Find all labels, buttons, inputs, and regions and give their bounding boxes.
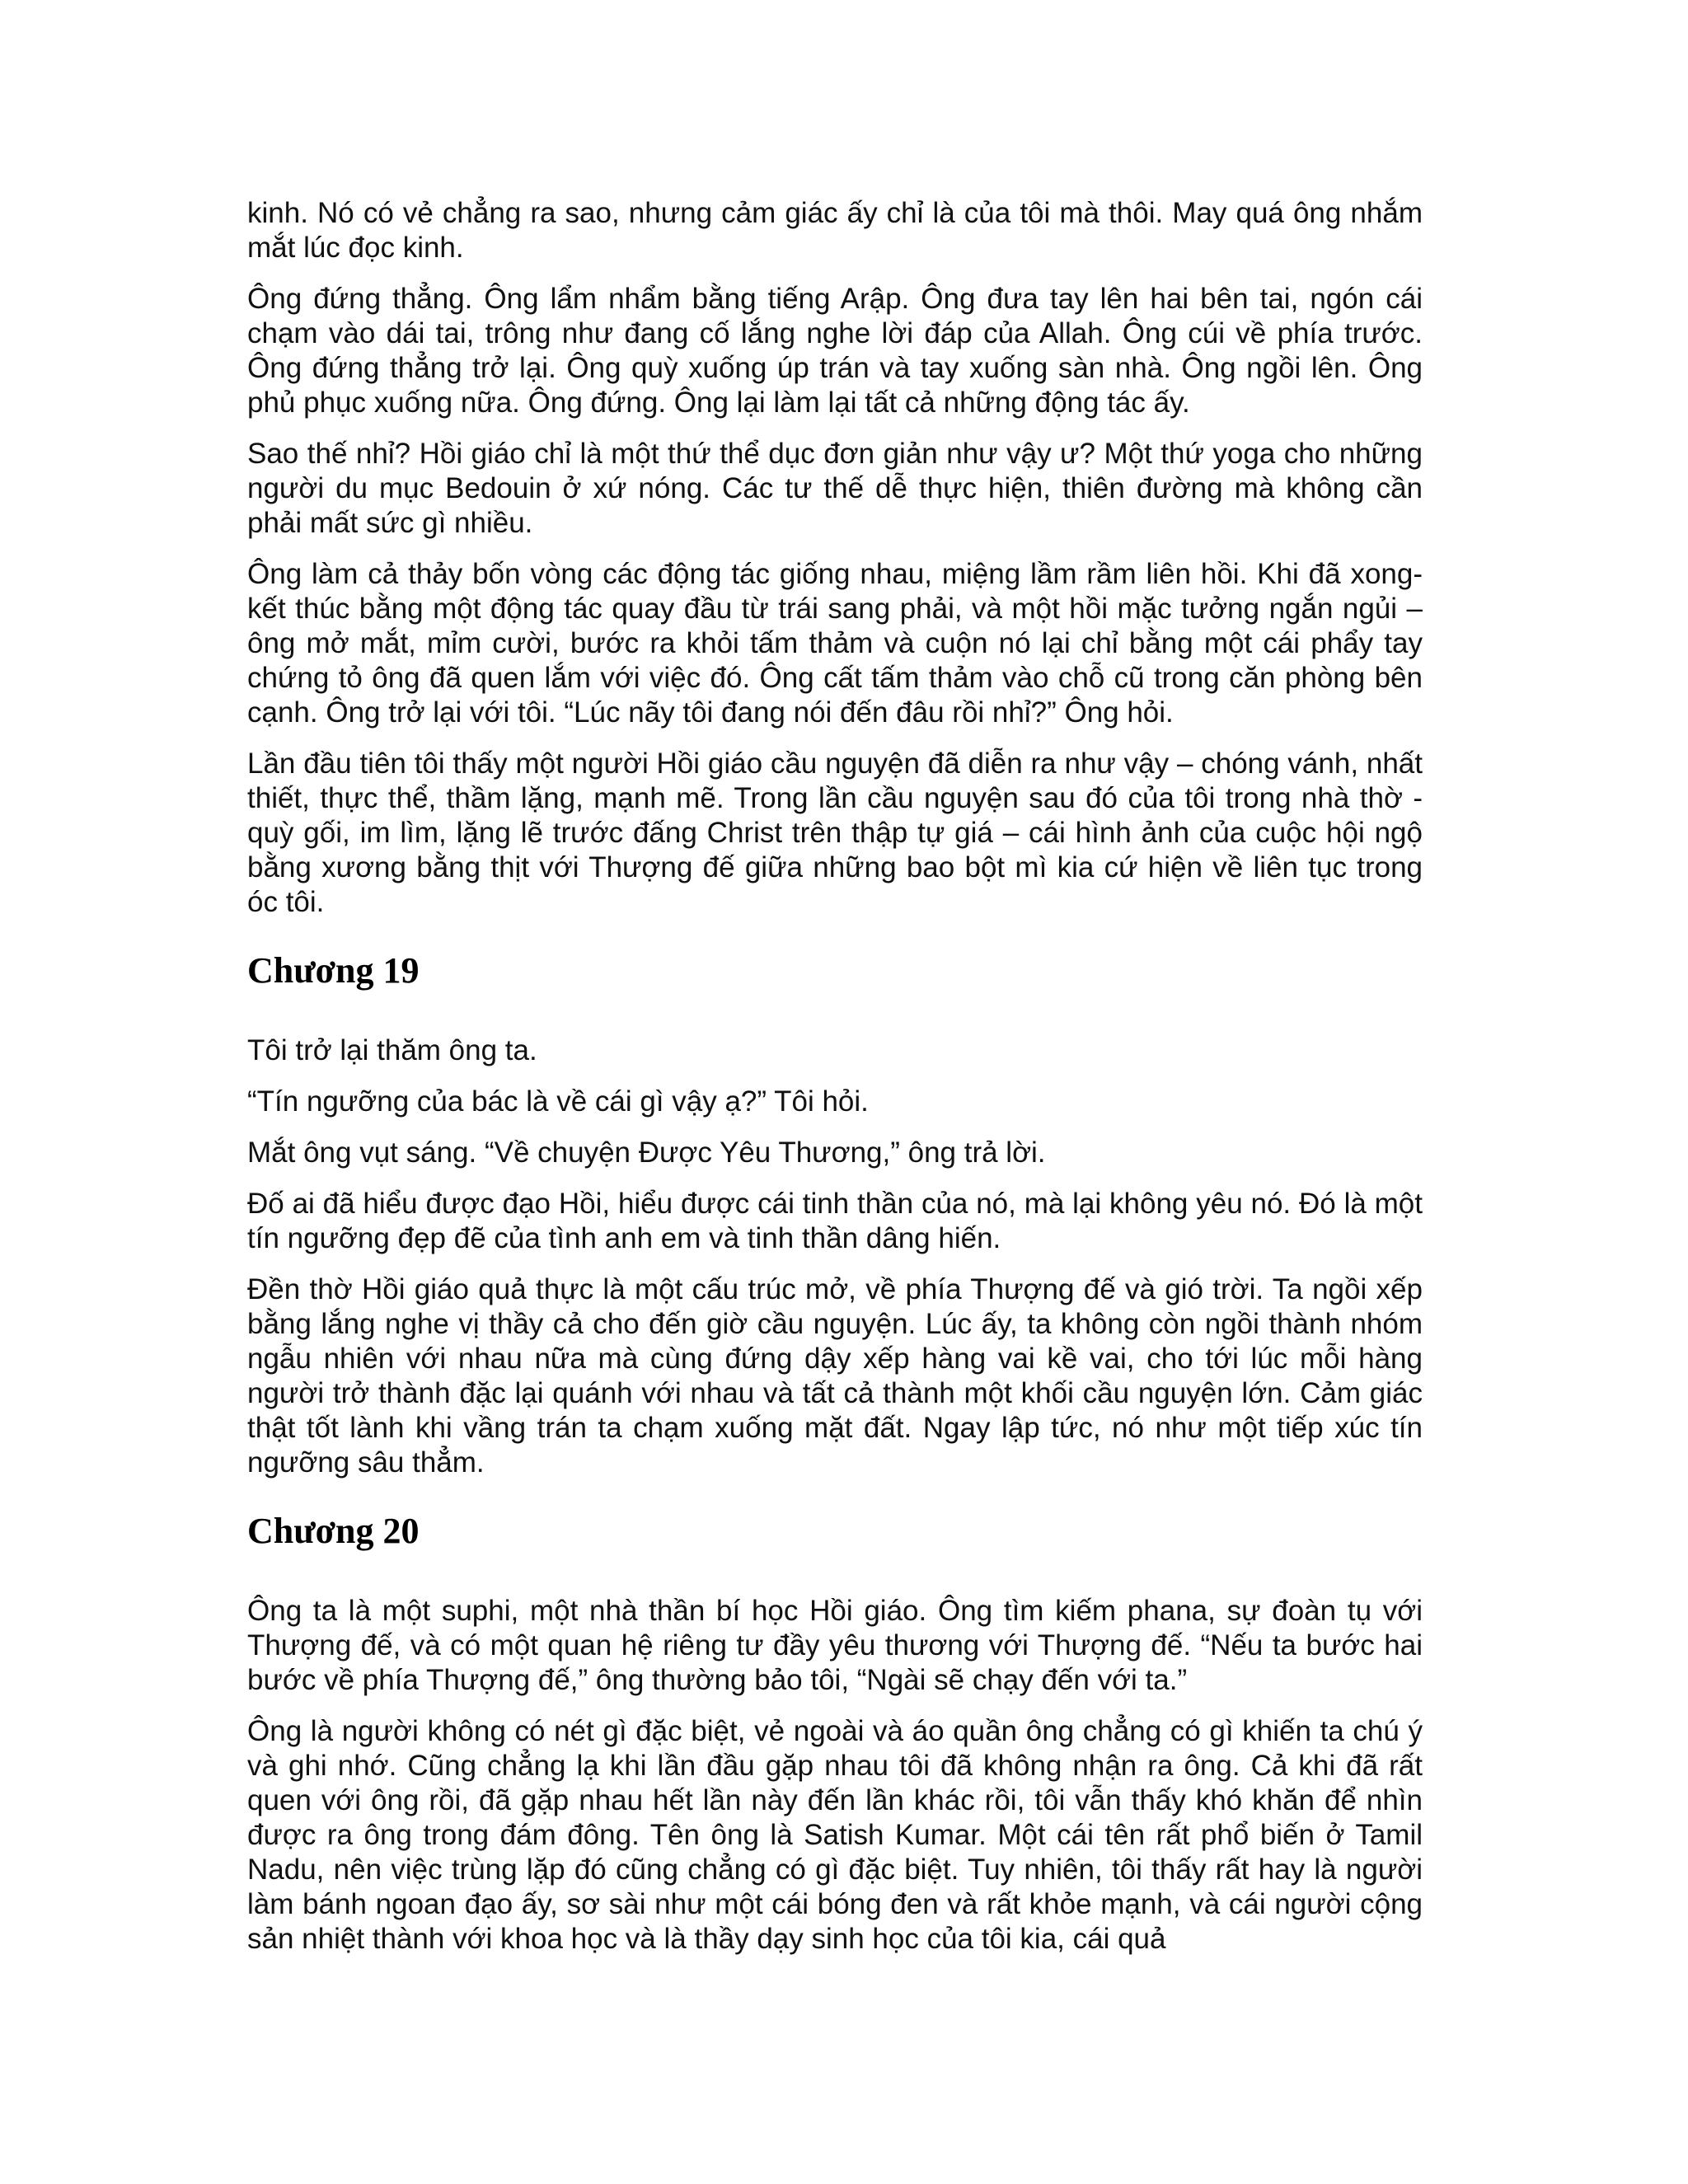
paragraph: Ông làm cả thảy bốn vòng các động tác giống nhau, miệng lầm rầm liên hồi. Khi đã xong- kết thúc bằng một động tác quay đầu từ trái sang phải, và một hồi mặc tưởng ngắn ngủi – ông mở mắt, mỉm cười, bước ra khỏi tấm thảm và cuộn nó lại chỉ bằng một cái phẩy tay chứng tỏ ông đã quen lắm với việc đó. Ông cất tấm thảm vào chỗ cũ trong căn phòng bên cạnh. Ông trở lại với tôi. “Lúc nãy tôi đang nói đến đâu rồi nhỉ?” Ông hỏi. [247,558,1423,729]
paragraph: “Tín ngưỡng của bác là về cái gì vậy ạ?” Tôi hỏi. [247,1085,869,1118]
paragraph: Lần đầu tiên tôi thấy một người Hồi giáo cầu nguyện đã diễn ra như vậy – chóng vánh, nhất thiết, thực thể, thầm lặng, mạnh mẽ. Trong lần cầu nguyện sau đó của tôi trong nhà thờ - quỳ gối, im lìm, lặng lẽ trước đấng Christ trên thập tự giá – cái hình ảnh của cuộc hội ngộ bằng xương bằng thịt với Thượng đế giữa những bao bột mì kia cứ hiện về liên tục trong óc tôi. [247,748,1423,918]
paragraph: Tôi trở lại thăm ông ta. [247,1034,537,1066]
paragraph: Đền thờ Hồi giáo quả thực là một cấu trúc mở, về phía Thượng đế và gió trời. Ta ngồi xếp bằng lắng nghe vị thầy cả cho đến giờ cầu nguyện. Lúc ấy, ta không còn ngồi thành nhóm ngẫu nhiên với nhau nữa mà cùng đứng dậy xếp hàng vai kề vai, cho tới lúc mỗi hàng người trở thành đặc lại quánh với nhau và tất cả thành một khối cầu nguyện lớn. Cảm giác thật tốt lành khi vầng trán ta chạm xuống mặt đất. Ngay lập tức, nó như một tiếp xúc tín ngưỡng sâu thẳm. [247,1273,1423,1479]
text-body [247,196,1423,1973]
paragraph: Ông là người không có nét gì đặc biệt, vẻ ngoài và áo quần ông chẳng có gì khiến ta chú ý và ghi nhớ. Cũng chẳng lạ khi lần đầu gặp nhau tôi đã không nhận ra ông. Cả khi đã rất quen với ông rồi, đã gặp nhau hết lần này đến lần khác rồi, tôi vẫn thấy khó khăn để nhìn được ra ông trong đám đông. Tên ông là Satish Kumar. Một cái tên rất phổ biến ở Tamil Nadu, nên việc trùng lặp đó cũng chẳng có gì đặc biệt. Tuy nhiên, tôi thấy rất hay là người làm bánh ngoan đạo ấy, sơ sài như một cái bóng đen và rất khỏe mạnh, và cái người cộng sản nhiệt thành với khoa học và là thầy dạy sinh học của tôi kia, cái quả [247,1715,1423,1955]
chapter-heading: Chương 20 [247,1511,420,1551]
paragraph: Mắt ông vụt sáng. “Về chuyện Được Yêu Thương,” ông trả lời. [247,1137,1046,1169]
paragraph: Ông ta là một suphi, một nhà thần bí học Hồi giáo. Ông tìm kiếm phana, sự đoàn tụ với Thượng đế, và có một quan hệ riêng tư đầy yêu thương với Thượng đế. “Nếu ta bước hai bước về phía Thượng đế,” ông thường bảo tôi, “Ngài sẽ chạy đến với ta.” [247,1595,1423,1696]
chapter-heading: Chương 19 [247,950,420,991]
paragraph: Đố ai đã hiểu được đạo Hồi, hiểu được cái tinh thần của nó, mà lại không yêu nó. Đó là một tín ngưỡng đẹp đẽ của tình anh em và tinh thần dâng hiến. [247,1188,1423,1254]
paragraph: kinh. Nó có vẻ chẳng ra sao, nhưng cảm giác ấy chỉ là của tôi mà thôi. May quá ông nhắm mắt lúc đọc kinh. [247,197,1423,264]
paragraph: Sao thế nhỉ? Hồi giáo chỉ là một thứ thể dục đơn giản như vậy ư? Một thứ yoga cho những người du mục Bedouin ở xứ nóng. Các tư thế dễ thực hiện, thiên đường mà không cần phải mất sức gì nhiều. [247,438,1423,539]
paragraph: Ông đứng thẳng. Ông lẩm nhẩm bằng tiếng Arập. Ông đưa tay lên hai bên tai, ngón cái chạm vào dái tai, trông như đang cố lắng nghe lời đáp của Allah. Ông cúi về phía trước. Ông đứng thẳng trở lại. Ông quỳ xuống úp trán và tay xuống sàn nhà. Ông ngồi lên. Ông phủ phục xuống nữa. Ông đứng. Ông lại làm lại tất cả những động tác ấy. [247,283,1423,419]
